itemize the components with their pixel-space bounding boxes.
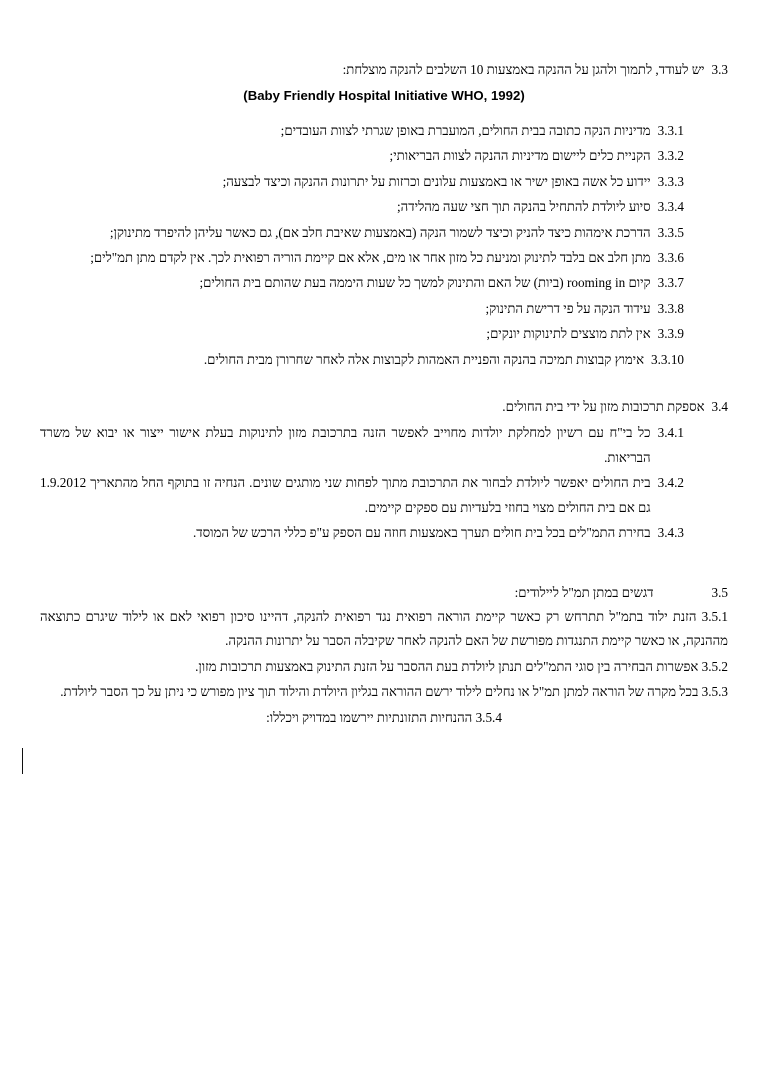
clause-3-4-3 [40,521,728,545]
section-number: 3.4 [711,399,728,415]
clause-number: 3.3.7 [657,275,684,291]
clause-3-3-9 [40,322,728,346]
clause-number: 3.3.9 [657,326,684,342]
clause-3-3-6 [40,246,728,270]
clause-number: 3.4.3 [657,525,684,541]
clause-3-3-1 [40,119,728,143]
clause-text: עידוד הנקה על פי דרישת התינוק; [485,300,651,316]
document-body [40,58,728,730]
clause-3-5-4 [40,706,728,730]
clause-text: בית החולים יאפשר ליולדת לבחור את התרכובת מתוך לפחות שני מותגים שונים. הנחיה זו בתוקף החל מהתאריך 1.9.2012 גם אם בית החולים מצוי בחוזי בלעדיות עם ספקים קיימים. [40,475,651,515]
clause-text: בחירת התמ"לים בכל בית חולים תערך באמצעות חוזה עם הספק ע"פ כללי הרכש של המוסד. [192,525,651,541]
clause-3-3-3 [40,170,728,194]
clause-3-3-10 [40,348,728,372]
clause-text: סיוע ליולדת להתחיל בהנקה תוך חצי שעה מהלידה; [397,199,651,215]
clause-number: 3.3.10 [651,351,684,367]
clause-number: 3.5.3 [701,684,728,700]
section-heading-3-3 [40,58,728,82]
clause-3-3-8 [40,297,728,321]
clause-number: 3.3.4 [657,199,684,215]
clause-text: מדיניות הנקה כתובה בבית החולים, המועברת באופן שגרתי לצוות העובדים; [280,122,651,138]
clause-number: 3.5.4 [475,709,502,725]
clause-number: 3.3.3 [657,173,684,189]
clause-text: בכל מקרה של הוראה למתן תמ"ל או נחלים לילוד ירשם ההוראה בגליון היולדת והילוד תוך ציון מפורש כי ניתן על כך הסבר ליולדת. [60,684,699,700]
margin-tick-mark [22,748,23,774]
section-heading-3-5 [40,581,728,605]
spacer [40,373,728,395]
section-heading-3-4 [40,395,728,419]
clause-text: אפשרות הבחירה בין סוגי התמ"לים תנתן ליולדת בעת ההסבר על הזנת התינוק באמצעות תרכובות מזון. [195,658,699,674]
clause-text: הזנת ילוד בתמ"ל תתרחש רק כאשר קיימת הוראה רפואית נגד רפואית להנקה, דהיינו סיכון רפואי לאם או לילוד שיגרם כתוצאה מההנקה, או כאשר קיימת התנגדות מפורשת של האם להנקה לאחר שקיבלה הסבר על יתרונות ההנקה. [40,609,728,649]
clause-number: 3.3.2 [657,148,684,164]
section-3-3-english-reference [40,84,728,108]
clause-number: 3.5.2 [701,658,728,674]
clause-text: ההנחיות התזונתיות יירשמו במדויק ויכללו: [266,709,473,725]
clause-3-3-7 [40,271,728,295]
section-number: 3.5 [711,584,728,600]
clause-3-4-2 [40,471,728,520]
clause-number: 3.5.1 [701,609,728,625]
clause-3-5-1 [40,605,728,654]
clause-3-5-3 [40,680,728,704]
spacer [40,547,728,581]
clause-number: 3.4.1 [657,425,684,441]
clause-3-3-5 [40,221,728,245]
section-title: יש לעודד, לתמוך ולהגן על ההנקה באמצעות 10 השלבים להנקה מוצלחת: [342,62,705,77]
bfhi-reference-text: (Baby Friendly Hospital Initiative WHO, 1992) [243,88,525,104]
clause-number: 3.3.5 [657,224,684,240]
clause-3-4-1 [40,421,728,470]
clause-text: קיום rooming in (ביות) של האם והתינוק למשך כל שעות היממה בעת שהותם בית החולים; [199,275,651,291]
clause-number: 3.3.8 [657,300,684,316]
clause-text: יידוע כל אשה באופן ישיר או באמצעות עלונים וכרזות על יתרונות ההנקה וכיצד לבצעה; [222,173,651,189]
clause-text: אין לתת מוצצים לתינוקות יונקים; [486,326,651,342]
clause-text: מתן חלב אם בלבד לתינוק ומניעת כל מזון אחר או מים, אלא אם קיימת הוריה רפואית לכך. אין לקדם מתן תמ"לים; [90,249,651,265]
clause-text: אימוץ קבוצות תמיכה בהנקה והפניית האמהות לקבוצות אלה לאחר שחרורן מבית החולים. [203,351,645,367]
clause-number: 3.3.6 [657,249,684,265]
clause-number: 3.4.2 [657,475,684,491]
clause-3-5-2 [40,655,728,679]
clause-text: הדרכת אימהות כיצד להניק וכיצד לשמור הנקה (באמצעות שאיבת חלב אם), גם כאשר עליהן להיפרד מתינוקן; [109,224,651,240]
section-title: דגשים במתן תמ"ל ליילודים: [514,584,654,600]
clause-text: כל בי"ח עם רשיון למחלקת יולדות מחוייב לאפשר הזנה בתרכובת מזון לתינוקות בעלת אישור ייצור או יבוא של משרד הבריאות. [40,425,651,465]
section-title: אספקת תרכובות מזון על ידי בית החולים. [502,399,705,415]
clause-number: 3.3.1 [657,122,684,138]
clause-text: הקניית כלים ליישום מדיניות ההנקה לצוות הבריאותי; [389,148,651,164]
clause-3-3-2 [40,144,728,168]
clause-3-3-4 [40,195,728,219]
section-number: 3.3 [711,62,728,77]
